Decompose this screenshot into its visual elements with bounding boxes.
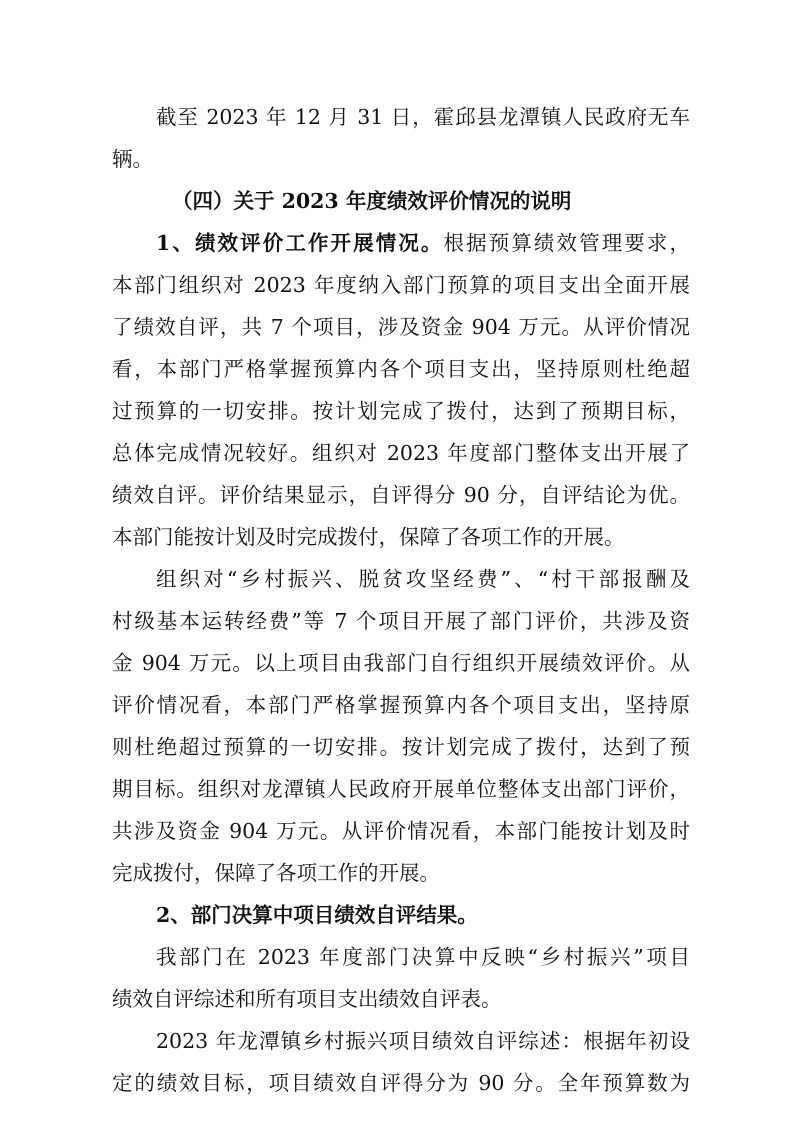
paragraph-1-line-5: 过预算的一切安排。按计划完成了拨付，达到了预期目标， [112, 399, 690, 423]
paragraph-2-line-1: 组织对“乡村振兴、脱贫攻坚经费”、“村干部报酬及 [156, 567, 690, 591]
paragraph-4-line-2: 定的绩效目标，项目绩效自评得分为 90 分。全年预算数为 [112, 1071, 690, 1095]
text-line-1: 截至 2023 年 12 月 31 日，霍邱县龙潭镇人民政府无车 [156, 105, 690, 129]
paragraph-2-line-2: 村级基本运转经费”等 7 个项目开展了部门评价，共涉及资 [112, 609, 690, 633]
paragraph-2-line-3: 金 904 万元。以上项目由我部门自行组织开展绩效评价。从 [112, 651, 690, 675]
paragraph-2-line-7: 共涉及资金 904 万元。从评价情况看，本部门能按计划及时 [112, 819, 690, 843]
paragraph-2-line-5: 则杜绝超过预算的一切安排。按计划完成了拨付，达到了预 [112, 735, 690, 759]
paragraph-2-line-6: 期目标。组织对龙潭镇人民政府开展单位整体支出部门评价， [112, 777, 690, 801]
paragraph-3-line-2: 绩效自评综述和所有项目支出绩效自评表。 [112, 987, 502, 1011]
paragraph-2-line-8: 完成拨付，保障了各项工作的开展。 [112, 861, 440, 885]
paragraph-1-line-1 [156, 228, 690, 258]
subsection-title-1: 1、绩效评价工作开展情况。 [156, 231, 444, 255]
paragraph-1-text: 根据预算绩效管理要求， [443, 231, 691, 255]
subsection-title-2-line [156, 900, 690, 930]
paragraph-1-line-4: 看，本部门严格掌握预算内各个项目支出，坚持原则杜绝超 [112, 357, 690, 381]
paragraph-1-line-2: 本部门组织对 2023 年度纳入部门预算的项目支出全面开展 [112, 273, 690, 297]
paragraph-1-line-6: 总体完成情况较好。组织对 2023 年度部门整体支出开展了 [112, 441, 690, 465]
paragraph-1-line-3: 了绩效自评，共 7 个项目，涉及资金 904 万元。从评价情况 [112, 315, 690, 339]
paragraph-1-line-7: 绩效自评。评价结果显示，自评得分 90 分，自评结论为优。 [112, 483, 690, 507]
paragraph-1-line-8: 本部门能按计划及时完成拨付，保障了各项工作的开展。 [112, 525, 625, 549]
paragraph-4-line-1: 2023 年龙潭镇乡村振兴项目绩效自评综述：根据年初设 [156, 1029, 690, 1053]
subsection-title-2: 2、部门决算中项目绩效自评结果。 [156, 903, 478, 927]
paragraph-2-line-4: 评价情况看，本部门严格掌握预算内各个项目支出，坚持原 [112, 693, 690, 717]
section-heading: （四）关于 2023 年度绩效评价情况的说明 [172, 189, 572, 213]
text-line-2: 辆。 [112, 147, 153, 171]
paragraph-3-line-1: 我部门在 2023 年度部门决算中反映“乡村振兴”项目 [156, 945, 690, 969]
